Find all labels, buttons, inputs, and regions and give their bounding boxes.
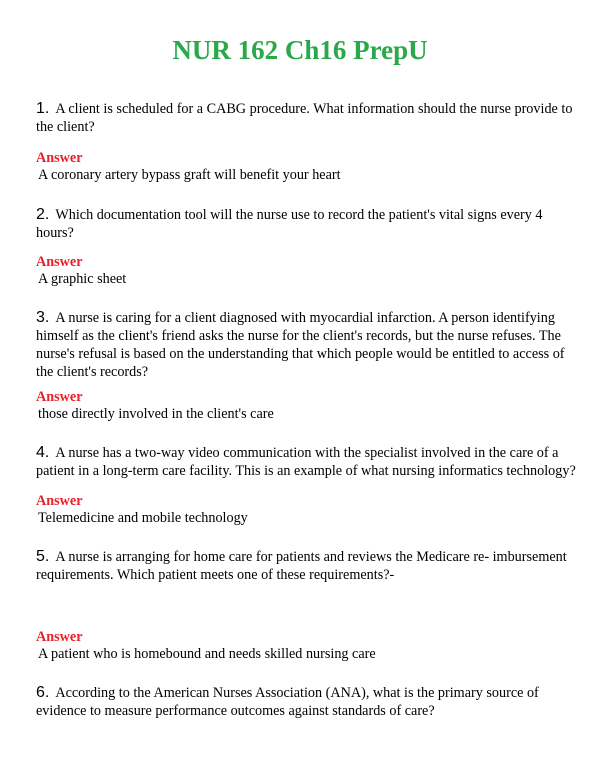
answer-label: Answer [36,150,83,166]
question-number: 1. [36,100,50,117]
question-item-5 [36,548,576,584]
question-text [36,548,576,584]
answer-block-2 [36,254,576,288]
question-number: 6. [36,684,50,701]
answer-label: Answer [36,493,83,509]
question-number: 4. [36,444,50,461]
document-title: NUR 162 Ch16 PrepU [172,35,428,65]
answer-block-3 [36,389,576,423]
question-body: A nurse is arranging for home care for patients and reviews the Medicare re- imbursement requirements. Which patient meets one of these requirements?- [36,549,567,583]
answer-block-1 [36,150,576,184]
answer-text: those directly involved in the client's care [38,406,274,422]
question-text [36,309,576,381]
question-item-4 [36,444,576,480]
question-item-3 [36,309,576,381]
question-number: 2. [36,206,50,223]
question-number: 3. [36,309,50,326]
question-text [36,444,576,480]
question-body: According to the American Nurses Association (ANA), what is the primary source of evidence to measure performance outcomes against standards of care? [36,685,539,719]
question-body: A nurse is caring for a client diagnosed with myocardial infarction. A person identifying himself as the client's friend asks the nurse for the client's records, but the nurse refuses. The nurse's refusal is based on the understanding that which people would be entitled to access of the client's records? [36,310,565,380]
answer-text: A coronary artery bypass graft will benefit your heart [38,167,341,183]
question-item-1 [36,100,576,136]
question-item-6 [36,684,576,720]
question-number: 5. [36,548,50,565]
answer-label: Answer [36,629,83,645]
question-text [36,206,576,242]
question-text [36,684,576,720]
answer-text: A graphic sheet [38,271,127,287]
question-body: A nurse has a two-way video communication with the specialist involved in the care of a patient in a long-term care facility. This is an example of what nursing informatics technology? [36,445,576,479]
answer-text: Telemedicine and mobile technology [38,510,248,526]
question-body: A client is scheduled for a CABG procedure. What information should the nurse provide to the client? [36,101,573,135]
question-item-2 [36,206,576,242]
question-body: Which documentation tool will the nurse use to record the patient's vital signs every 4 hours? [36,207,543,241]
answer-block-5 [36,629,576,663]
answer-label: Answer [36,254,83,270]
answer-block-4 [36,493,576,527]
answer-label: Answer [36,389,83,405]
answer-text: A patient who is homebound and needs skilled nursing care [38,646,376,662]
question-text [36,100,576,136]
